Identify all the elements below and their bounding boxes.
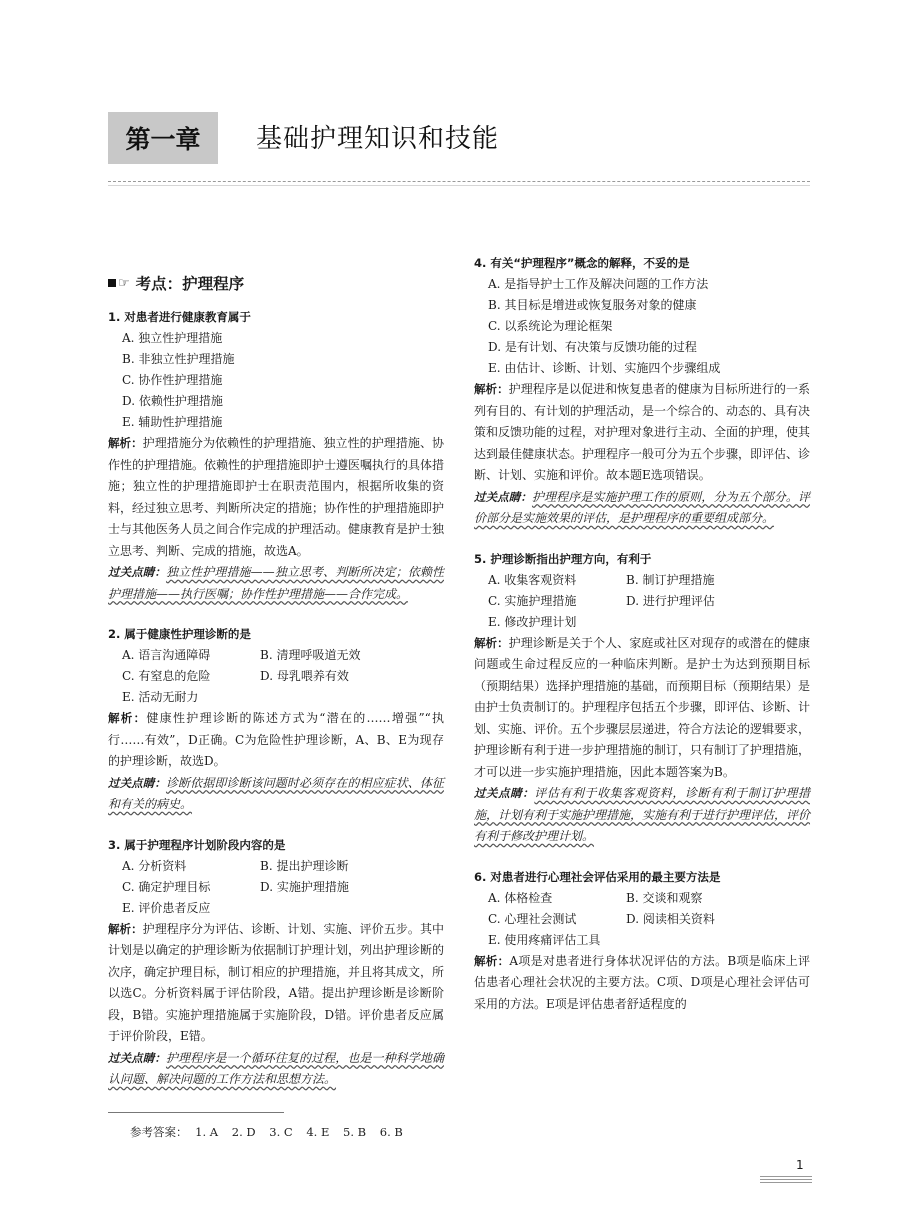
option-c: C. 协作性护理措施	[122, 373, 223, 387]
analysis	[474, 951, 810, 1016]
question-6	[474, 866, 810, 1016]
answer-item: 3. C	[269, 1125, 293, 1139]
question-text: 4. 有关“护理程序”概念的解释，不妥的是	[474, 256, 690, 270]
question-text: 1. 对患者进行健康教育属于	[108, 310, 251, 324]
analysis	[474, 379, 810, 487]
analysis	[108, 708, 444, 773]
analysis-label: 解析：	[108, 921, 143, 936]
answer-item: 1. A	[195, 1125, 219, 1139]
key-point	[474, 783, 810, 848]
option-c: C. 有窒息的危险	[122, 669, 211, 683]
option-b: B. 其目标是增进或恢复服务对象的健康	[488, 298, 697, 312]
analysis-label: 解析：	[108, 436, 143, 450]
option-e: E. 使用疼痛评估工具	[488, 932, 601, 947]
answer-item: 2. D	[231, 1125, 256, 1139]
left-column	[108, 252, 444, 1109]
section-heading	[108, 272, 444, 294]
key-label: 过关点睛：	[474, 786, 535, 800]
analysis-label: 解析：	[474, 953, 510, 968]
right-column	[474, 252, 810, 1033]
option-b: B. 清理呼吸道无效	[260, 648, 361, 662]
page-number-decoration	[760, 1176, 812, 1185]
header-divider	[108, 181, 810, 182]
analysis-text: 护理程序分为评估、诊断、计划、实施、评价五步。其中计划是以确定的护理诊断为依据制订护理计划，列出护理诊断的次序，确定护理目标，制订相应的护理措施，并且将其成文，所以选C。分析资料属于评估阶段，A错。提出护理诊断是诊断阶段，B错。实施护理措施属于实施阶段，D错。评价患者反应属于评价阶段，E错。	[108, 921, 445, 1043]
analysis-text: 护理程序是以促进和恢复患者的健康为目标所进行的一系列有目的、有计划的护理活动，是一个综合的、动态的、具有决策和反馈功能的过程，对护理对象进行主动、全面的护理，使其达到最佳健康状态。护理程序一般可分为五个步骤，即评估、诊断、计划、实施和评价。故本题E选项错误。	[474, 382, 811, 482]
key-point	[108, 1048, 444, 1091]
analysis-label: 解析：	[108, 711, 147, 725]
question-3	[108, 834, 444, 1091]
options-list	[474, 570, 810, 633]
analysis-text: A项是对患者进行身体状况评估的方法。B项是临床上评估患者心理社会状况的主要方法。C项、D项是心理社会评估可采用的方法。E项是评估患者舒适程度的	[474, 953, 810, 1011]
option-e: E. 由估计、诊断、计划、实施四个步骤组成	[488, 361, 721, 375]
option-c: C. 确定护理目标	[122, 879, 211, 894]
answers-label: 参考答案：	[130, 1125, 188, 1139]
option-a: A. 是指导护士工作及解决问题的工作方法	[488, 277, 709, 291]
options-list	[474, 274, 810, 379]
option-b: B. 提出护理诊断	[260, 858, 349, 873]
key-text: 独立性护理措施——独立思考、判断所决定；依赖性护理措施——执行医嘱；协作性护理措施——合作完成。	[108, 565, 444, 601]
question-text: 5. 护理诊断指出护理方向，有利于	[474, 551, 652, 566]
answer-item: 5. B	[343, 1125, 367, 1139]
key-point	[108, 562, 444, 605]
option-c: C. 以系统论为理论框架	[488, 319, 613, 333]
question-text: 3. 属于护理程序计划阶段内容的是	[108, 837, 286, 852]
question-4	[474, 252, 810, 530]
key-text: 护理程序是一个循环往复的过程，也是一种科学地确认问题、解决问题的工作方法和思想方法。	[108, 1050, 444, 1086]
analysis-label: 解析：	[474, 635, 509, 650]
option-e: E. 活动无耐力	[122, 690, 199, 704]
option-a: A. 语言沟通障碍	[122, 648, 211, 662]
chapter-title: 基础护理知识和技能	[256, 124, 500, 154]
option-b: B. 制订护理措施	[626, 572, 715, 587]
option-d: D. 依赖性护理措施	[122, 394, 223, 408]
analysis	[474, 633, 810, 784]
analysis-label: 解析：	[474, 382, 509, 396]
key-text: 诊断依据即诊断该问题时必须存在的相应症状、体征和有关的病史。	[108, 775, 444, 811]
answers-divider	[108, 1112, 284, 1113]
section-title: 考点：护理程序	[135, 275, 245, 293]
option-a: A. 体格检查	[488, 890, 553, 905]
analysis-text: 健康性护理诊断的陈述方式为“潜在的……增强”“执行……有效”，D正确。C为危险性护理诊断，A、B、E为现存的护理诊断，故选D。	[108, 711, 445, 768]
options-list	[108, 856, 444, 919]
key-text: 护理程序是实施护理工作的原则，分为五个部分。评价部分是实施效果的评估，是护理程序的重要组成部分。	[474, 489, 810, 525]
question-2	[108, 623, 444, 816]
key-label: 过关点睛：	[108, 1050, 166, 1065]
header-divider-thin	[108, 185, 810, 186]
question-5	[474, 548, 810, 848]
key-label: 过关点睛：	[108, 565, 166, 579]
option-e: E. 辅助性护理措施	[122, 415, 223, 429]
option-d: D. 实施护理措施	[260, 879, 349, 894]
key-point	[108, 773, 444, 816]
options-list	[108, 328, 444, 433]
key-label: 过关点睛：	[108, 775, 166, 790]
key-text: 评估有利于收集客观资料，诊断有利于制订护理措施，计划有利于实施护理措施，实施有利于进行护理评估，评价有利于修改护理计划。	[474, 786, 811, 843]
option-d: D. 进行护理评估	[626, 593, 715, 608]
option-c: C. 心理社会测试	[488, 911, 577, 926]
analysis-text: 护理诊断是关于个人、家庭或社区对现存的或潜在的健康问题或生命过程反应的一种临床判断。是护士为达到预期目标（预期结果）选择护理措施的基础，而预期目标（预期结果）是由护士负责制订的。护理程序包括五个步骤，即评估、诊断、计划、实施、评价。五个步骤层层递进，符合方法论的逻辑要求，护理诊断有利于进一步护理措施的制订，只有制订了护理措施，才可以进一步实施护理措施，因此本题答案为B。	[474, 635, 811, 779]
option-a: A. 独立性护理措施	[122, 331, 223, 345]
reference-answers	[130, 1124, 413, 1140]
question-text: 2. 属于健康性护理诊断的是	[108, 627, 251, 641]
answer-item: 4. E	[306, 1125, 330, 1139]
chapter-label: 第一章	[108, 112, 218, 164]
options-list	[474, 888, 810, 951]
question-1	[108, 306, 444, 605]
option-e: E. 评价患者反应	[122, 900, 211, 915]
option-b: B. 交谈和观察	[626, 890, 703, 905]
analysis	[108, 919, 444, 1048]
option-a: A. 分析资料	[122, 858, 187, 873]
option-c: C. 实施护理措施	[488, 593, 577, 608]
analysis-text: 护理措施分为依赖性的护理措施、独立性的护理措施、协作性的护理措施。依赖性的护理措施即护士遵医嘱执行的具体措施；独立性的护理措施即护士在职责范围内，根据所收集的资料，经过独立思考、判断所决定的措施；协作性的护理措施即护士与其他医务人员之间合作完成的护理活动。健康教育是护士独立思考、判断、完成的措施，故选A。	[108, 436, 445, 558]
option-d: D. 母乳喂养有效	[260, 669, 349, 683]
option-a: A. 收集客观资料	[488, 572, 577, 587]
key-point	[474, 487, 810, 530]
answer-item: 6. B	[379, 1125, 403, 1139]
page-number: 1	[796, 1158, 804, 1172]
option-d: D. 是有计划、有决策与反馈功能的过程	[488, 340, 697, 354]
question-text: 6. 对患者进行心理社会评估采用的最主要方法是	[474, 869, 721, 884]
option-e: E. 修改护理计划	[488, 614, 577, 629]
option-d: D. 阅读相关资料	[626, 911, 715, 926]
options-list	[108, 645, 444, 708]
option-b: B. 非独立性护理措施	[122, 352, 235, 366]
key-label: 过关点睛：	[474, 489, 532, 504]
analysis	[108, 433, 444, 562]
pointing-hand-icon: ☞	[108, 277, 130, 290]
